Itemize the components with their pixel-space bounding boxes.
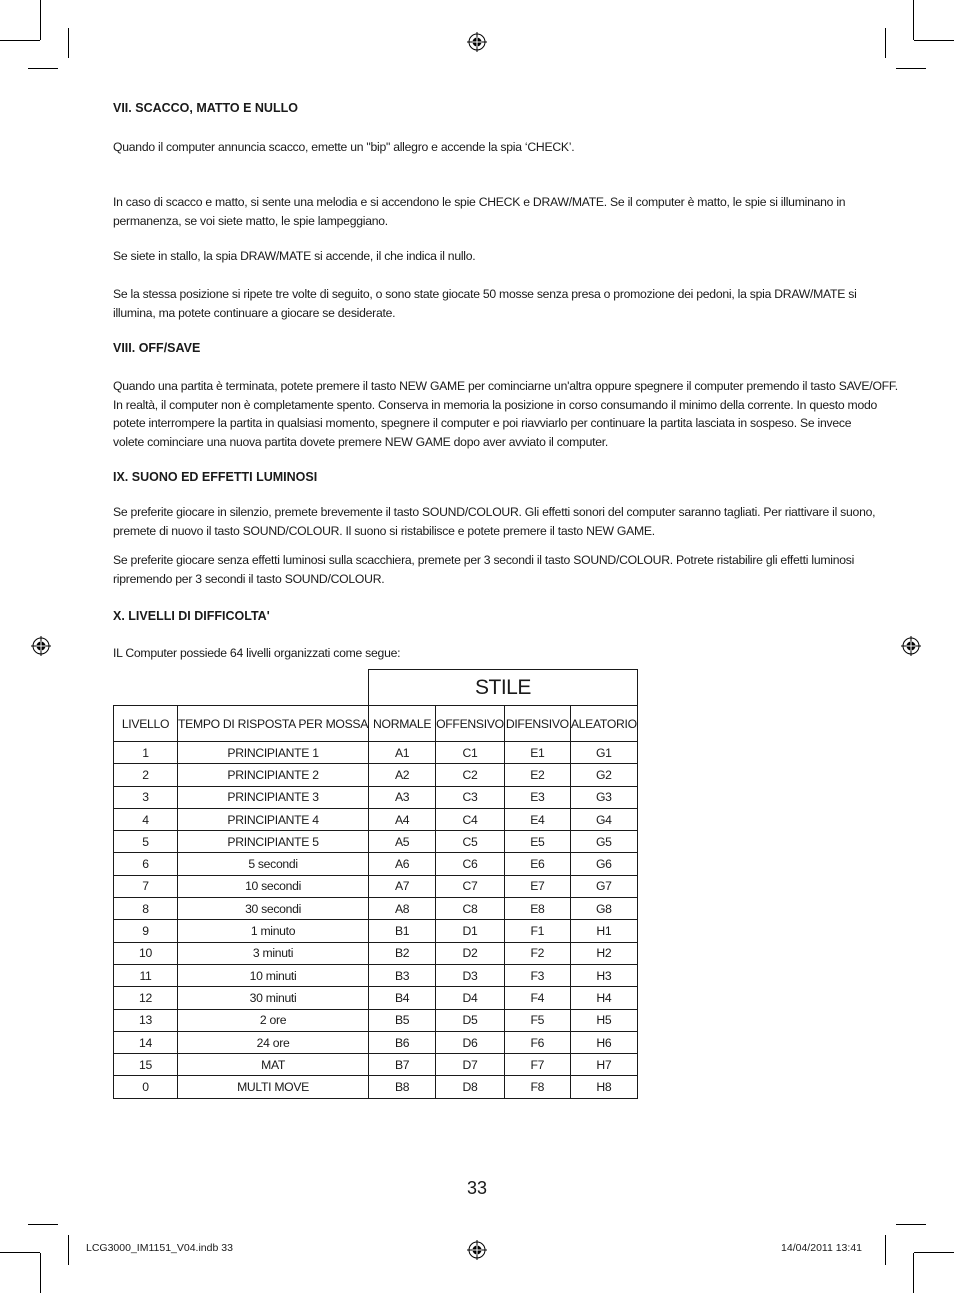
text-line: In caso di scacco e matto, si sente una melodia e si accendono le spie CHECK e DRAW/MATE. Se il computer è matto, le spie si illuminano in [113, 195, 846, 209]
table-cell: F7 [504, 1054, 570, 1076]
crop-mark [28, 68, 58, 69]
crop-mark [68, 1235, 69, 1265]
table-cell: G6 [570, 853, 637, 875]
paragraph [113, 285, 857, 322]
table-group-header-row [114, 670, 638, 706]
table-cell: B6 [369, 1031, 436, 1053]
text-line: Se siete in stallo, la spia DRAW/MATE si accende, il che indica il nullo. [113, 249, 476, 263]
table-cell: 14 [114, 1031, 178, 1053]
table-cell: G1 [570, 742, 637, 764]
table-cell: H3 [570, 964, 637, 986]
text-line: ripremendo per 3 secondi il tasto SOUND/COLOUR. [113, 571, 385, 586]
crop-mark [0, 1252, 40, 1253]
paragraph [113, 247, 843, 266]
table-cell: H2 [570, 942, 637, 964]
text-line: Se la stessa posizione si ripete tre volte di seguito, o sono state giocate 50 mosse senza presa o promozione dei pedoni, la spia DRAW/MATE si [113, 287, 857, 301]
table-cell: C8 [436, 898, 505, 920]
stile-header: STILE [369, 670, 638, 706]
section-heading: VII. SCACCO, MATTO E NULLO [113, 101, 298, 115]
table-cell: B1 [369, 920, 436, 942]
table-cell: E7 [504, 875, 570, 897]
paragraph [113, 503, 876, 540]
table-cell: D5 [436, 1009, 505, 1031]
table-row [114, 742, 638, 764]
crop-mark [40, 1253, 41, 1293]
table-row [114, 831, 638, 853]
column-header: TEMPO DI RISPOSTA PER MOSSA [178, 706, 369, 742]
table-cell: G4 [570, 808, 637, 830]
table-cell: A1 [369, 742, 436, 764]
table-cell: 4 [114, 808, 178, 830]
crop-mark [896, 1224, 926, 1225]
table-cell: B3 [369, 964, 436, 986]
paragraph [113, 551, 855, 588]
table-row [114, 1031, 638, 1053]
table-cell: A4 [369, 808, 436, 830]
table-cell: 30 secondi [178, 898, 369, 920]
levels-table [113, 669, 638, 1099]
table-cell: 24 ore [178, 1031, 369, 1053]
table-cell: 5 secondi [178, 853, 369, 875]
table-cell: PRINCIPIANTE 5 [178, 831, 369, 853]
table-cell: 8 [114, 898, 178, 920]
table-cell: 2 [114, 764, 178, 786]
column-header: DIFENSIVO [504, 706, 570, 742]
table-cell: B4 [369, 987, 436, 1009]
crop-mark [914, 1252, 954, 1253]
table-cell: 10 minuti [178, 964, 369, 986]
table-cell: B7 [369, 1054, 436, 1076]
text-line: Se preferite giocare senza effetti luminosi sulla scacchiera, premete per 3 secondi il tasto SOUND/COLOUR. Potrete ristabilire gli effetti luminosi [113, 553, 855, 567]
table-row [114, 853, 638, 875]
page-number: 33 [466, 1178, 488, 1198]
table-cell: F2 [504, 942, 570, 964]
table-row [114, 898, 638, 920]
table-header-row [114, 706, 638, 742]
table-row [114, 987, 638, 1009]
table-row [114, 875, 638, 897]
text-line: permanenza, se voi siete matto, le spie lampeggiano. [113, 213, 388, 228]
table-cell: 10 [114, 942, 178, 964]
table-cell: MAT [178, 1054, 369, 1076]
table-cell: H4 [570, 987, 637, 1009]
table-cell: 2 ore [178, 1009, 369, 1031]
registration-mark-icon [901, 636, 921, 656]
table-cell: B8 [369, 1076, 436, 1098]
table-row [114, 1009, 638, 1031]
table-cell: E3 [504, 786, 570, 808]
table-cell: MULTI MOVE [178, 1076, 369, 1098]
paragraph [113, 193, 846, 230]
crop-mark [40, 0, 41, 40]
table-cell: D3 [436, 964, 505, 986]
table-cell: 3 minuti [178, 942, 369, 964]
table-cell: G2 [570, 764, 637, 786]
table-cell: E8 [504, 898, 570, 920]
table-cell: 0 [114, 1076, 178, 1098]
table-cell: 7 [114, 875, 178, 897]
crop-mark [68, 28, 69, 58]
table-cell: PRINCIPIANTE 3 [178, 786, 369, 808]
paragraph [113, 377, 898, 451]
table-cell: 13 [114, 1009, 178, 1031]
registration-mark-icon [31, 636, 51, 656]
table-row [114, 1054, 638, 1076]
table-cell: G5 [570, 831, 637, 853]
table-cell: F5 [504, 1009, 570, 1031]
registration-mark-icon [467, 32, 487, 52]
table-cell: G7 [570, 875, 637, 897]
crop-mark [28, 1224, 58, 1225]
text-line: In realtà, il computer non è completamente spento. Conserva in memoria la posizione in corso consumando il minimo della corrente. In questo modo [113, 397, 878, 412]
table-row [114, 920, 638, 942]
crop-mark [885, 28, 886, 58]
table-cell: F6 [504, 1031, 570, 1053]
table-row [114, 1076, 638, 1098]
table-row [114, 942, 638, 964]
table-cell: A2 [369, 764, 436, 786]
table-row [114, 808, 638, 830]
text-line: Quando il computer annuncia scacco, emette un "bip" allegro e accende la spia ‘CHECK’. [113, 140, 575, 154]
table-cell: D2 [436, 942, 505, 964]
crop-mark [0, 40, 40, 41]
text-line: volete cominciare una nuova partita dovete premere NEW GAME dopo aver avviato il computer. [113, 434, 609, 449]
table-cell: 1 [114, 742, 178, 764]
footer-file-info: LCG3000_IM1151_V04.indb 33 [86, 1242, 233, 1254]
crop-mark [914, 40, 954, 41]
registration-mark-icon [467, 1240, 487, 1260]
table-cell: H8 [570, 1076, 637, 1098]
table-body [114, 742, 638, 1099]
table-cell: B5 [369, 1009, 436, 1031]
table-cell: D4 [436, 987, 505, 1009]
table-cell: D7 [436, 1054, 505, 1076]
table-cell: D8 [436, 1076, 505, 1098]
table-cell: 30 minuti [178, 987, 369, 1009]
table-cell: 3 [114, 786, 178, 808]
table-cell: E5 [504, 831, 570, 853]
section-heading: X. LIVELLI DI DIFFICOLTA' [113, 609, 270, 623]
paragraph [113, 138, 843, 157]
section-heading: IX. SUONO ED EFFETTI LUMINOSI [113, 470, 318, 484]
table-cell: C7 [436, 875, 505, 897]
section-heading: VIII. OFF/SAVE [113, 341, 201, 355]
table-cell: F1 [504, 920, 570, 942]
table-cell: F8 [504, 1076, 570, 1098]
table-cell: PRINCIPIANTE 1 [178, 742, 369, 764]
table-cell: C6 [436, 853, 505, 875]
table-cell: F4 [504, 987, 570, 1009]
table-cell: C4 [436, 808, 505, 830]
table-cell: 9 [114, 920, 178, 942]
table-cell: H1 [570, 920, 637, 942]
column-header: NORMALE [369, 706, 436, 742]
table-cell: 11 [114, 964, 178, 986]
table-cell: G8 [570, 898, 637, 920]
table-cell: 5 [114, 831, 178, 853]
table-cell: PRINCIPIANTE 4 [178, 808, 369, 830]
table-row [114, 964, 638, 986]
table-cell: C2 [436, 764, 505, 786]
crop-mark [913, 0, 914, 40]
table-cell: 1 minuto [178, 920, 369, 942]
table-cell: A7 [369, 875, 436, 897]
table-cell: C1 [436, 742, 505, 764]
text-line: potete interrompere la partita in qualsiasi momento, spegnere il computer e poi riavviarlo per continuare la partita lasciata in sospeso. Se invece [113, 416, 852, 430]
table-cell: B2 [369, 942, 436, 964]
table-cell: E1 [504, 742, 570, 764]
table-cell: E2 [504, 764, 570, 786]
table-cell: A3 [369, 786, 436, 808]
paragraph [113, 644, 843, 663]
table-cell: 6 [114, 853, 178, 875]
table-cell: 10 secondi [178, 875, 369, 897]
table-cell: A5 [369, 831, 436, 853]
table-cell: PRINCIPIANTE 2 [178, 764, 369, 786]
table-cell: F3 [504, 964, 570, 986]
table-row [114, 786, 638, 808]
table-cell: C3 [436, 786, 505, 808]
text-line: Quando una partita è terminata, potete premere il tasto NEW GAME per cominciarne un'altra oppure spegnere il computer premendo il tasto SAVE/OFF. [113, 379, 898, 393]
table-cell: G3 [570, 786, 637, 808]
column-header: LIVELLO [114, 706, 178, 742]
table-cell: D1 [436, 920, 505, 942]
table-cell: A6 [369, 853, 436, 875]
text-line: IL Computer possiede 64 livelli organizzati come segue: [113, 646, 401, 660]
crop-mark [913, 1253, 914, 1293]
table-cell: H7 [570, 1054, 637, 1076]
footer-date: 14/04/2011 13:41 [781, 1242, 862, 1254]
text-line: premete di nuovo il tasto SOUND/COLOUR. Il suono si ristabilisce e potete premere il tasto NEW GAME. [113, 523, 655, 538]
table-cell: 12 [114, 987, 178, 1009]
table-cell: E6 [504, 853, 570, 875]
table-row [114, 764, 638, 786]
table-empty-cell [114, 670, 369, 706]
text-line: illumina, ma potete continuare a giocare se desiderate. [113, 305, 396, 320]
table-cell: 15 [114, 1054, 178, 1076]
column-header: ALEATORIO [570, 706, 637, 742]
table-cell: C5 [436, 831, 505, 853]
crop-mark [896, 68, 926, 69]
table-cell: E4 [504, 808, 570, 830]
column-header: OFFENSIVO [436, 706, 505, 742]
crop-mark [885, 1235, 886, 1265]
text-line: Se preferite giocare in silenzio, premete brevemente il tasto SOUND/COLOUR. Gli effetti sonori del computer saranno tagliati. Per riattivare il suono, [113, 505, 876, 519]
table-cell: D6 [436, 1031, 505, 1053]
table-cell: A8 [369, 898, 436, 920]
table-cell: H6 [570, 1031, 637, 1053]
table-cell: H5 [570, 1009, 637, 1031]
